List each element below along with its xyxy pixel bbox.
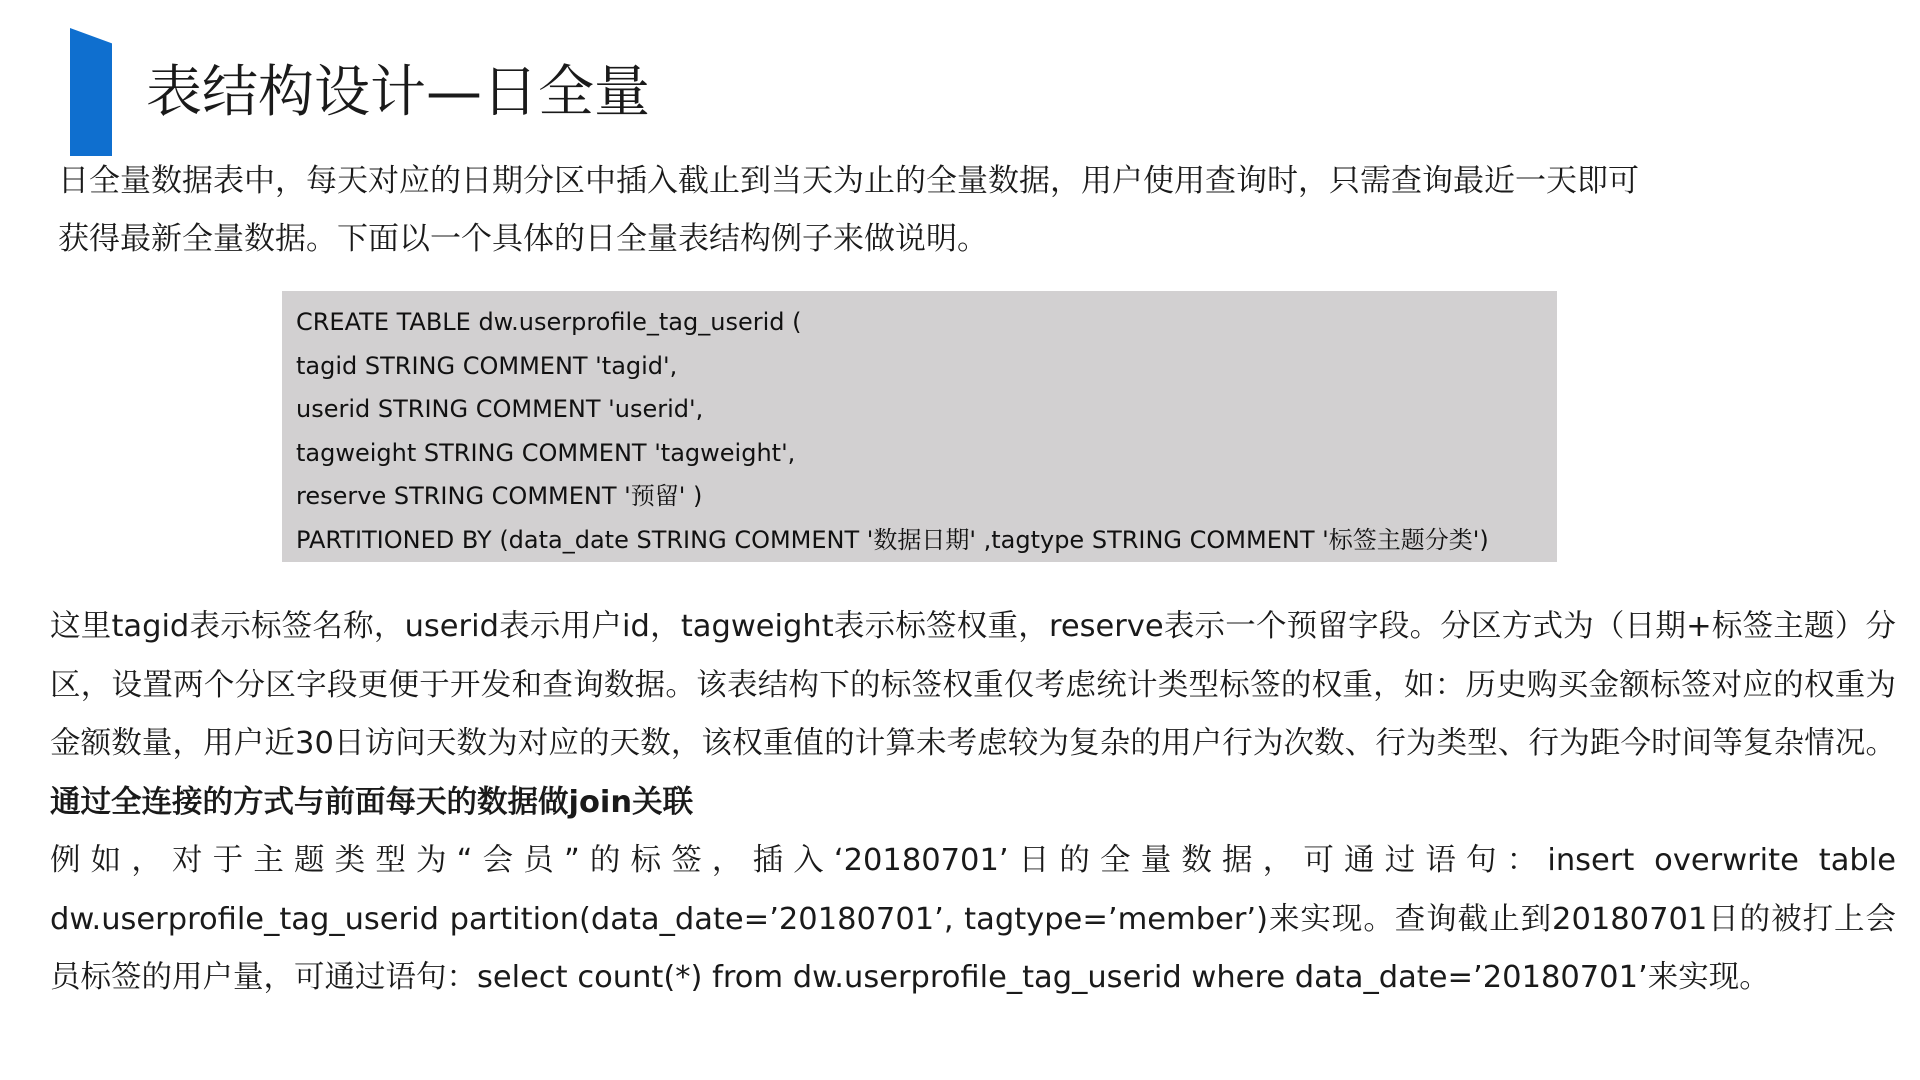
code-line: PARTITIONED BY (data_date STRING COMMENT '数据日期' ,tagtype STRING COMMENT '标签主题分类') [296,525,1489,554]
code-line: tagweight STRING COMMENT 'tagweight', [296,438,796,467]
body-text [50,598,1896,1008]
code-block [282,291,1557,562]
explanation-emphasis: 通过全连接的方式与前面每天的数据做join关联 [50,784,694,820]
code-line: CREATE TABLE dw.userprofile_tag_userid ( [296,308,802,336]
example-paragraph: 例如，对于主题类型为“会员”的标签，插入‘20180701’日的全量数据，可通过语句：insert overwrite table dw.userprofile_tag_userid partition(data_date=’20180701’, tagtype=’member’)来实现。查询截止到20180701日的被打上会员标签的用户量，可通过语句：select count(*) from dw.userprofile_tag_userid where data_date=’20180701’来实现。 [50,843,1896,995]
page-title: 表结构设计—日全量 [146,60,650,125]
code-line: reserve STRING COMMENT '预留' ) [296,482,703,510]
explanation-paragraph [50,598,1896,832]
explanation-text: 这里tagid表示标签名称，userid表示用户id，tagweight表示标签权重，reserve表示一个预留字段。分区方式为（日期+标签主题）分区，设置两个分区字段更便于开发和查询数据。该表结构下的标签权重仅考虑统计类型标签的权重，如：历史购买金额标签对应的权重为金额数量，用户近30日访问天数为对应的天数，该权重值的计算未考虑较为复杂的用户行为次数、行为类型、行为距今时间等复杂情况。 [50,609,1896,761]
code-line: tagid STRING COMMENT 'tagid', [296,351,678,380]
code-line: userid STRING COMMENT 'userid', [296,395,704,423]
title-accent-bar [70,28,112,156]
intro-paragraph: 日全量数据表中，每天对应的日期分区中插入截止到当天为止的全量数据，用户使用查询时，只需查询最近一天即可获得最新全量数据。下面以一个具体的日全量表结构例子来做说明。 [58,163,1639,257]
